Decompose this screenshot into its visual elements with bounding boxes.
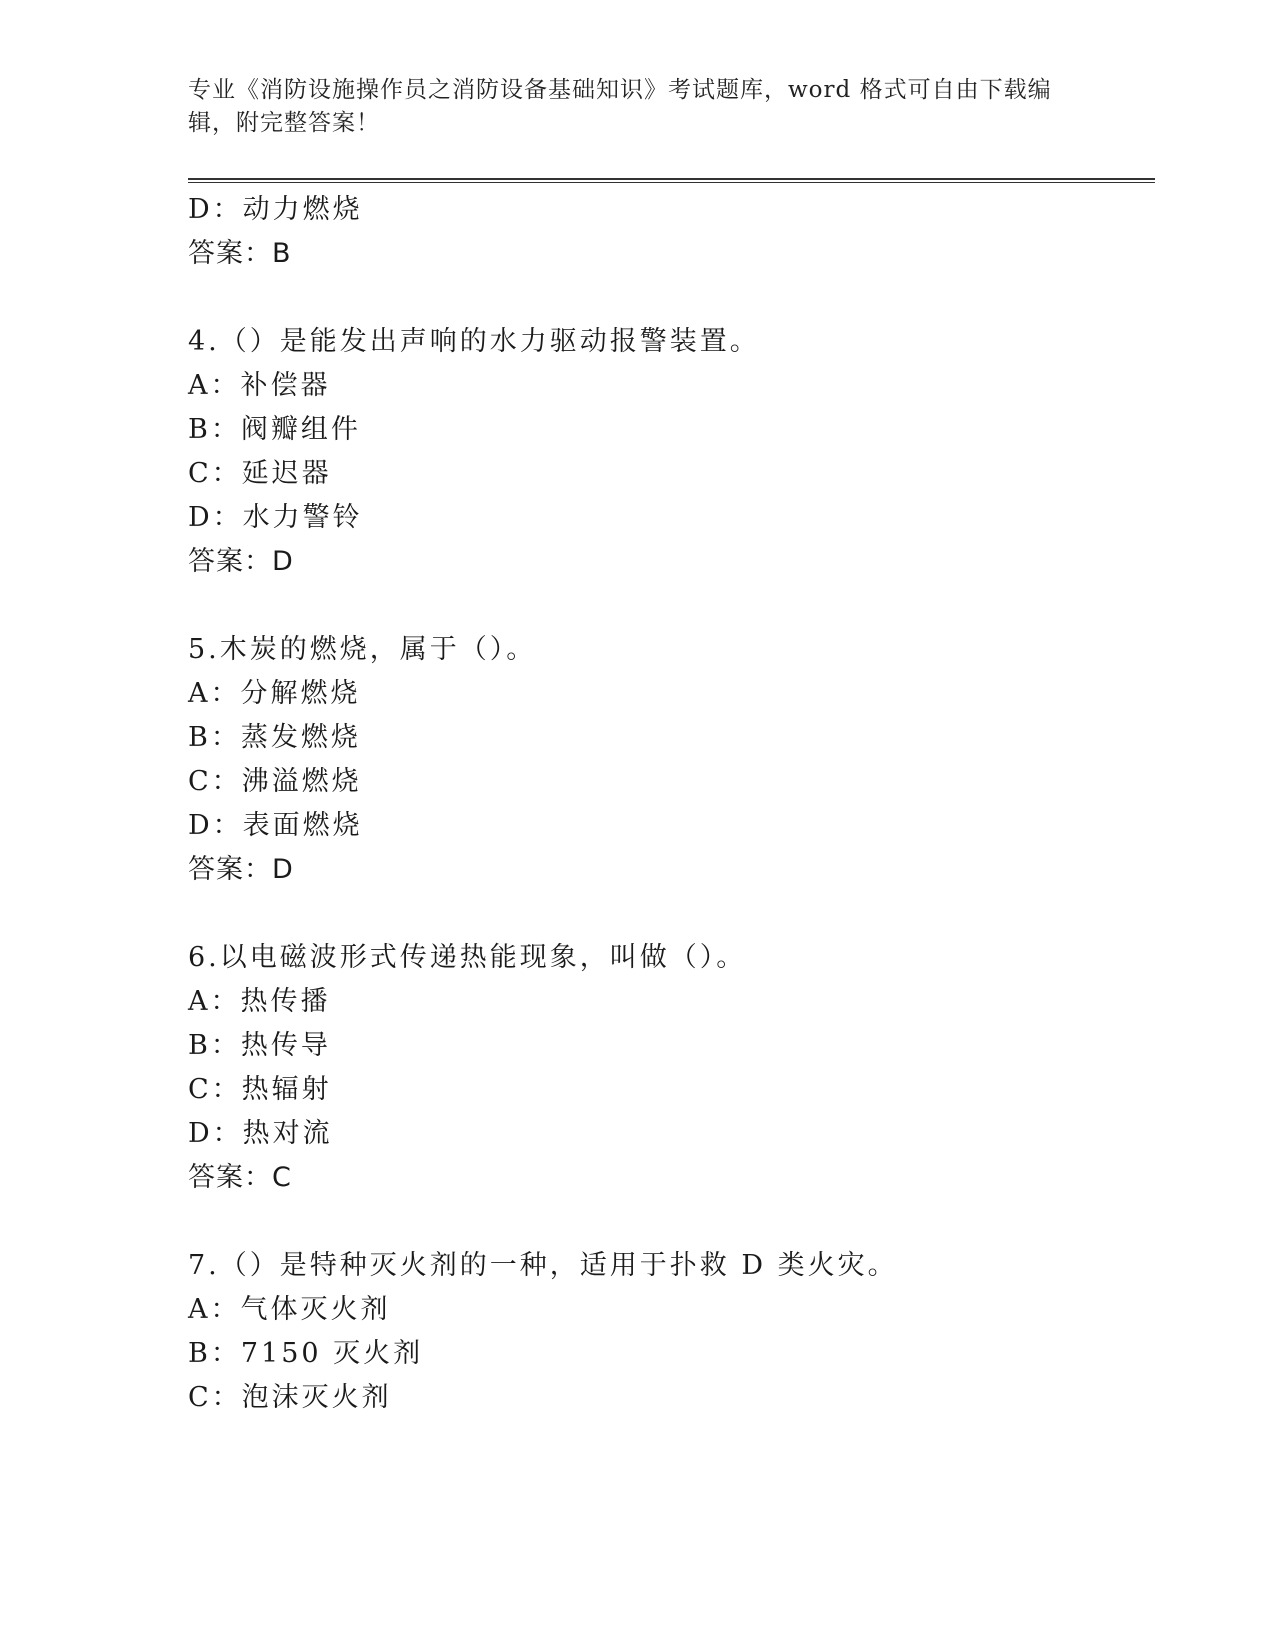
option-c: C：泡沫灭火剂 (188, 1382, 392, 1413)
option-c: C：延迟器 (188, 458, 332, 489)
answer-line: 答案：D (188, 546, 294, 577)
option-a: A：气体灭火剂 (188, 1294, 391, 1325)
answer-line: 答案：C (188, 1162, 292, 1193)
option-c: C：热辐射 (188, 1074, 332, 1105)
option-d: D：水力警铃 (188, 502, 363, 533)
option-a: A：分解燃烧 (188, 678, 361, 709)
question-stem: 5.木炭的燃烧，属于（）。 (188, 634, 537, 665)
option-a: A：热传播 (188, 986, 331, 1017)
option-b: B：7150 灭火剂 (188, 1338, 424, 1369)
option-b: B：热传导 (188, 1030, 331, 1061)
document-header: 专业《消防设施操作员之消防设备基础知识》考试题库，word 格式可自由下载编辑，附完整答案！ (188, 77, 1052, 136)
question-stem: 7.（）是特种灭火剂的一种，适用于扑救 D 类火灾。 (188, 1250, 898, 1281)
option-a: A：补偿器 (188, 370, 331, 401)
option-b: B：蒸发燃烧 (188, 722, 361, 753)
header-divider (188, 178, 1155, 183)
answer-line: 答案：D (188, 854, 294, 885)
question-stem: 6.以电磁波形式传递热能现象，叫做（）。 (188, 942, 747, 973)
answer-line: 答案：B (188, 238, 292, 269)
option-d: D：动力燃烧 (188, 194, 363, 225)
question-stem: 4.（）是能发出声响的水力驱动报警装置。 (188, 326, 760, 357)
option-d: D：热对流 (188, 1118, 333, 1149)
option-d: D：表面燃烧 (188, 810, 363, 841)
option-b: B：阀瓣组件 (188, 414, 361, 445)
option-c: C：沸溢燃烧 (188, 766, 362, 797)
